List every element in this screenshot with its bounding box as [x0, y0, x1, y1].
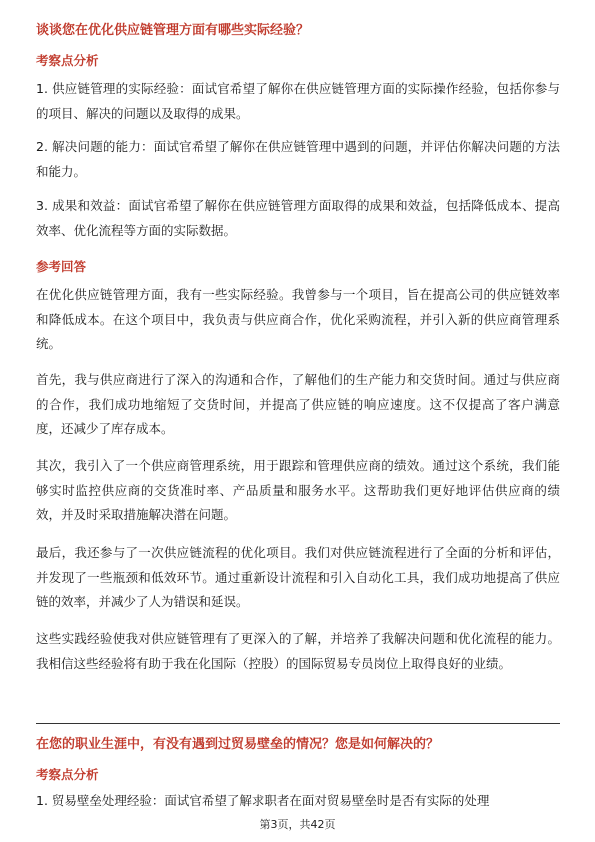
answer-paragraph-1: 在优化供应链管理方面，我有一些实际经验。我曾参与一个项目，旨在提高公司的供应链效率和降低成本。在这个项目中，我负责与供应商合作，优化采购流程，并引入新的供应商管理系统。	[36, 287, 560, 351]
page-number: 第3页，共42页	[259, 818, 336, 831]
analysis-point-2: 2. 解决问题的能力：面试官希望了解你在供应链管理中遇到的问题，并评估你解决问题的方法和能力。	[36, 139, 560, 179]
answer-paragraph-4: 最后，我还参与了一次供应链流程的优化项目。我们对供应链流程进行了全面的分析和评估，并发现了一些瓶颈和低效环节。通过重新设计流程和引入自动化工具，我们成功地提高了供应链的效率，并减少了人为错误和延误。	[36, 545, 560, 609]
answer-paragraph-5: 这些实践经验使我对供应链管理有了更深入的了解，并培养了我解决问题和优化流程的能力。我相信这些经验将有助于我在化国际（控股）的国际贸易专员岗位上取得良好的业绩。	[36, 631, 560, 671]
answer-heading-1: 参考回答	[36, 259, 87, 274]
analysis-point-3: 3. 成果和效益：面试官希望了解你在供应链管理方面取得的成果和效益，包括降低成本、提高效率、优化流程等方面的实际数据。	[36, 198, 560, 238]
answer-paragraph-2: 首先，我与供应商进行了深入的沟通和合作，了解他们的生产能力和交货时间。通过与供应商的合作，我们成功地缩短了交货时间，并提高了供应链的响应速度。这不仅提高了客户满意度，还减少了库存成本。	[36, 372, 560, 436]
question-2-title: 在您的职业生涯中，有没有遇到过贸易壁垒的情况？您是如何解决的？	[36, 737, 440, 752]
analysis-point-1: 1. 供应链管理的实际经验：面试官希望了解你在供应链管理方面的实际操作经验，包括你参与的项目、解决的问题以及取得的成果。	[36, 81, 560, 121]
analysis-heading-2: 考察点分析	[36, 767, 99, 782]
analysis-heading-1: 考察点分析	[36, 53, 99, 68]
analysis-point-2-1: 1. 贸易壁垒处理经验：面试官希望了解求职者在面对贸易壁垒时是否有实际的处理	[36, 793, 490, 808]
question-1-title: 谈谈您在优化供应链管理方面有哪些实际经验？	[36, 23, 310, 38]
answer-paragraph-3: 其次，我引入了一个供应商管理系统，用于跟踪和管理供应商的绩效。通过这个系统，我们能够实时监控供应商的交货准时率、产品质量和服务水平。这帮助我们更好地评估供应商的绩效，并及时采取措施解决潜在问题。	[36, 458, 560, 522]
section-divider	[36, 723, 560, 724]
